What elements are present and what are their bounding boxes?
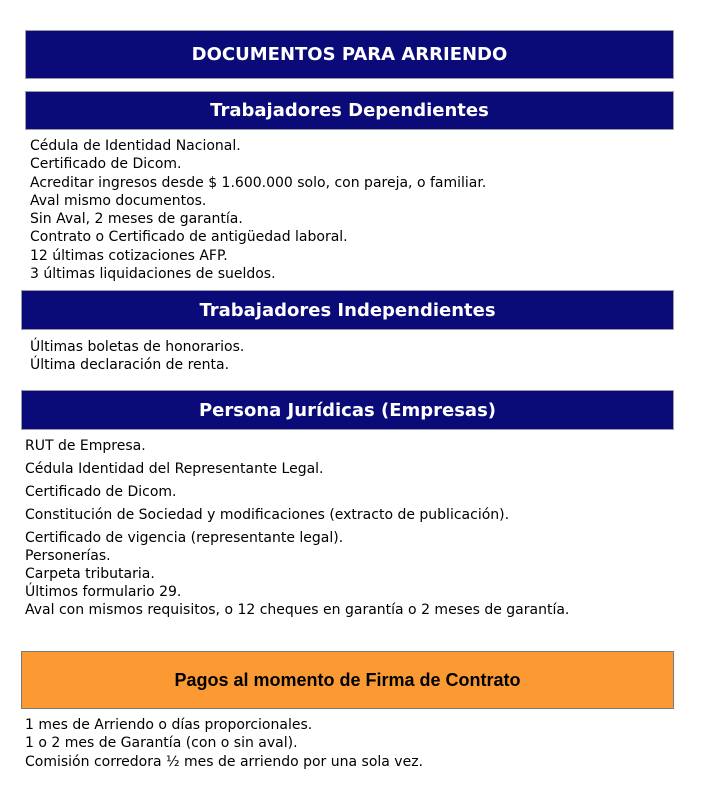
list-item: Certificado de Dicom. — [25, 484, 177, 500]
list-item: Aval con mismos requisitos, o 12 cheques en garantía o 2 meses de garantía. — [25, 602, 570, 618]
list-item: Contrato o Certificado de antigüedad laboral. — [30, 229, 348, 246]
list-item: 1 o 2 mes de Garantía (con o sin aval). — [25, 735, 298, 752]
section-title-pagos: Pagos al momento de Firma de Contrato — [174, 669, 521, 690]
list-independientes — [30, 338, 244, 375]
list-item: Últimos formulario 29. — [25, 584, 182, 600]
section-header-juridicas — [21, 390, 674, 430]
list-item: Certificado de vigencia (representante legal). — [25, 530, 344, 546]
list-juridicas — [25, 437, 569, 619]
section-header-dependientes — [25, 91, 674, 130]
list-item: RUT de Empresa. — [25, 438, 146, 454]
list-item: 3 últimas liquidaciones de sueldos. — [30, 266, 276, 283]
list-item: Últimas boletas de honorarios. — [30, 339, 245, 355]
section-header-independientes — [21, 290, 674, 330]
page-title-banner — [25, 30, 674, 79]
list-item: Acreditar ingresos desde $ 1.600.000 solo, con pareja, o familiar. — [30, 174, 487, 191]
list-item: Aval mismo documentos. — [30, 192, 207, 209]
page-title: DOCUMENTOS PARA ARRIENDO — [191, 44, 508, 65]
list-item: Constitución de Sociedad y modificaciones (extracto de publicación). — [25, 507, 510, 523]
section-title-juridicas: Persona Jurídicas (Empresas) — [198, 399, 497, 421]
section-header-pagos — [21, 651, 674, 709]
list-item: 12 últimas cotizaciones AFP. — [30, 247, 228, 264]
list-item: Sin Aval, 2 meses de garantía. — [30, 211, 243, 228]
list-item: Cédula de Identidad Nacional. — [30, 138, 241, 154]
list-item: Última declaración de renta. — [30, 357, 230, 374]
list-item: 1 mes de Arriendo o días proporcionales. — [25, 717, 313, 733]
section-title-independientes: Trabajadores Independientes — [199, 299, 496, 321]
list-item: Certificado de Dicom. — [30, 156, 182, 173]
list-pagos — [25, 716, 423, 771]
list-item: Personerías. — [25, 548, 111, 564]
list-item: Comisión corredora ½ mes de arriendo por una sola vez. — [25, 753, 424, 770]
list-dependientes — [30, 137, 486, 283]
list-item: Cédula Identidad del Representante Legal. — [25, 461, 324, 477]
list-item: Carpeta tributaria. — [25, 566, 155, 582]
section-title-dependientes: Trabajadores Dependientes — [210, 100, 489, 121]
